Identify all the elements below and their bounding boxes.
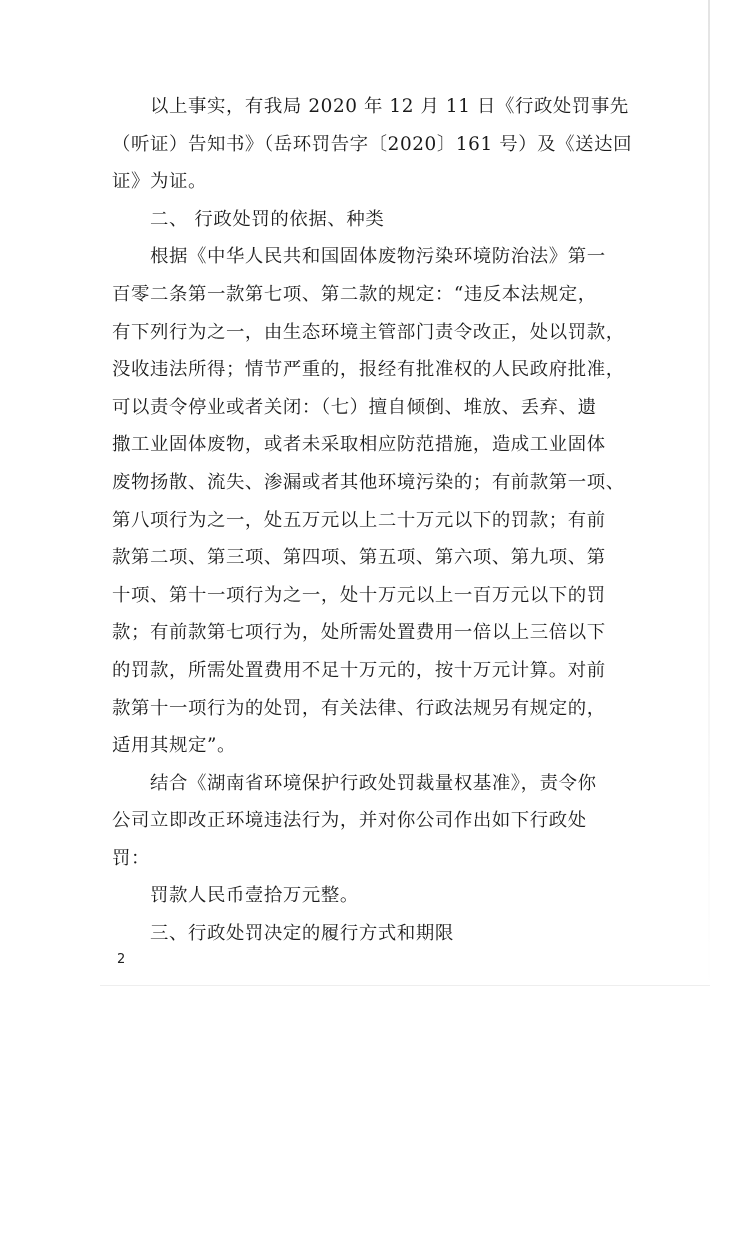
body-line: 款；有前款第七项行为，处所需处置费用一倍以上三倍以下 [112,622,606,644]
section-heading: 三、行政处罚决定的履行方式和期限 [112,923,454,945]
body-line: 结合《湖南省环境保护行政处罚裁量权基准》，责令你 [112,772,597,794]
body-line: 有下列行为之一，由生态环境主管部门责令改正，处以罚款， [112,321,625,343]
body-line: 没收违法所得；情节严重的，报经有批准权的人民政府批准， [112,359,625,381]
body-line: 证》为证。 [112,171,207,193]
body-line: （听证）告知书》（岳环罚告字〔2020〕161 号）及《送达回 [112,133,633,155]
penalty-line: 罚款人民币壹拾万元整。 [112,885,359,907]
page-number: 2 [117,952,126,967]
body-line: 撒工业固体废物，或者未采取相应防范措施，造成工业固体 [112,434,606,456]
body-line: 废物扬散、流失、渗漏或者其他环境污染的；有前款第一项、 [112,471,625,493]
body-line: 十项、第十一项行为之一，处十万元以上一百万元以下的罚 [112,584,606,606]
body-line: 百零二条第一款第七项、第二款的规定：“违反本法规定， [112,283,597,305]
body-line: 以上事实，有我局 2020 年 12 月 11 日《行政处罚事先 [112,96,629,117]
body-line: 款第二项、第三项、第四项、第五项、第六项、第九项、第 [112,547,606,569]
section-heading: 二、 行政处罚的依据、种类 [112,208,385,230]
scan-edge-shadow [708,0,710,990]
body-line: 第八项行为之一，处五万元以上二十万元以下的罚款；有前 [112,509,606,531]
body-line: 罚： [112,847,150,869]
body-line: 款第十一项行为的处罚，有关法律、行政法规另有规定的， [112,697,606,719]
scan-bottom-edge [100,985,710,986]
document-body [112,88,638,953]
body-line: 的罚款，所需处置费用不足十万元的，按十万元计算。对前 [112,659,606,681]
body-line: 公司立即改正环境违法行为，并对你公司作出如下行政处 [112,810,587,832]
body-line: 可以责令停业或者关闭：（七）擅自倾倒、堆放、丢弃、遗 [112,396,597,418]
body-line: 根据《中华人民共和国固体废物污染环境防治法》第一 [112,246,606,268]
body-line: 适用其规定”。 [112,735,236,757]
